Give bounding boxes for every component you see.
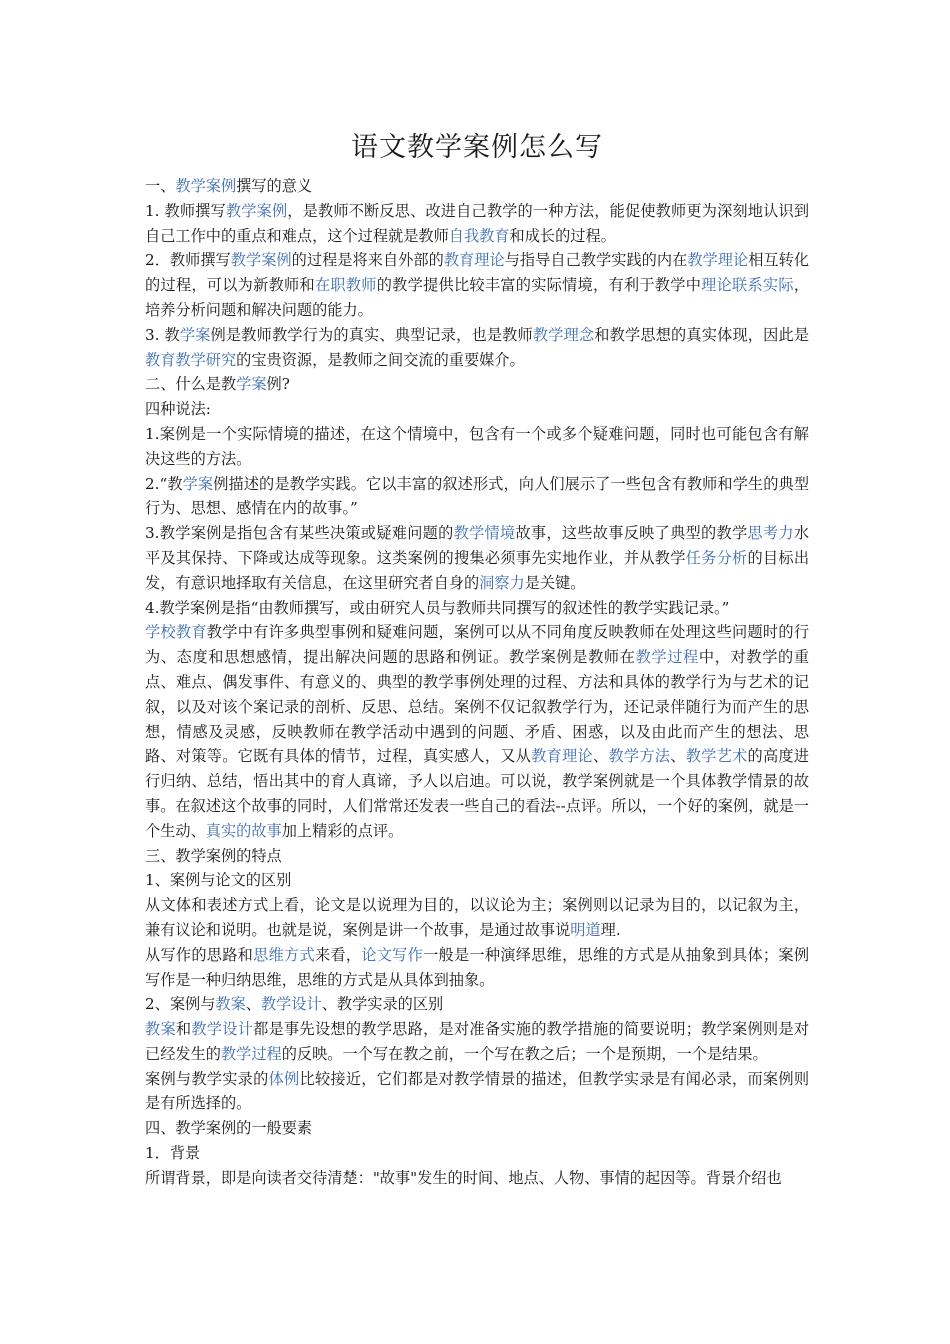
paragraph-text: 、教学实录的区别 <box>321 995 444 1014</box>
paragraph <box>145 323 809 373</box>
paragraph-text: 所谓背景，即是向读者交待清楚："故事"发生的时间、地点、人物、事情的起因等。背景介绍也 <box>145 1168 782 1187</box>
keyword-link[interactable]: 在职教师 <box>314 276 377 295</box>
paragraph-text: 二、什么是教 <box>145 375 237 394</box>
paragraph-text: 例是教师教学行为的真实、典型记录，也是教师 <box>210 325 533 344</box>
keyword-link[interactable]: 教育理论 <box>531 747 593 766</box>
paragraph-text: 1．背景 <box>145 1144 201 1163</box>
keyword-link[interactable]: 体例 <box>268 1069 300 1088</box>
paragraph <box>145 521 809 595</box>
keyword-link[interactable]: 自我教育 <box>448 226 510 245</box>
paragraph-text: 加上精彩的点评。 <box>281 821 404 840</box>
keyword-link[interactable]: 教学设计 <box>191 1020 254 1039</box>
paragraph-text: 3.教学案例是指包含有某些决策或疑难问题的 <box>145 524 454 543</box>
paragraph-text: 从写作的思路和 <box>145 945 254 964</box>
keyword-link[interactable]: 教育教学研究 <box>145 350 237 369</box>
keyword-link[interactable]: 教学设计 <box>260 995 322 1014</box>
paragraph-text: 中，对教学的重点、难点、偶发事件、有意义的、典型的教学事例处理的过程、方法和具体的教学行为与艺术的记叙，以及对该个案记录的剖析、反思、总结。案例不仅记叙教学行为，还记录伴随行为而产生的思想，情感及灵感，反映教师在教学活动中遇到的问题、矛盾、困惑，以及由此而产生的想法、思路、对策等。它既有具体的情节，过程，真实感人，又从 <box>145 648 810 766</box>
paragraph-text: 、 <box>593 747 609 766</box>
paragraph-text: ，是教师不断反思、改进自己教学的一种方法，能促使教师更为深刻地认识到自己工作中的重点和难点，这个过程就是教师 <box>145 201 810 245</box>
paragraph-text: 1. 教师撰写 <box>145 201 226 220</box>
paragraph <box>145 472 809 522</box>
paragraph-text: 撰写的意义 <box>236 177 313 195</box>
document-page <box>145 128 809 1191</box>
paragraph-text: 水平及其保持、下降或达成等现象。这类案例的搜集必须事先实地作业，并从教学 <box>145 524 810 567</box>
paragraph-text: 理. <box>600 920 621 939</box>
keyword-link[interactable]: 教学情境 <box>453 524 516 543</box>
paragraph <box>145 596 809 621</box>
keyword-link[interactable]: 论文写作 <box>361 945 424 964</box>
paragraph <box>145 943 809 993</box>
keyword-link[interactable]: 教案 <box>145 1020 176 1039</box>
paragraph-text: 故事，这些故事反映了典型的教学 <box>515 524 748 543</box>
keyword-link[interactable]: 洞察力 <box>479 573 525 592</box>
paragraph-text: 、 <box>670 747 686 766</box>
paragraph-text: 一般是一种演绎思维，思维的方式是从抽象到具体；案例写作是一种归纳思维，思维的方式是从具体到抽象。 <box>145 945 810 989</box>
paragraph <box>145 397 809 422</box>
paragraph-text: 1.案例是一个实际情境的描述，在这个情境中，包含有一个或多个疑难问题，同时也可能包含有解决这些的方法。 <box>145 424 809 468</box>
paragraph-text: 3. 教 <box>145 325 180 344</box>
paragraph-text: 比较接近，它们都是对教学情景的描述，但教学实录是有闻必录，而案例则是有所选择的。 <box>145 1069 810 1113</box>
paragraph-text: 四、教学案例的一般要素 <box>145 1119 313 1138</box>
keyword-link[interactable]: 教学艺术 <box>685 747 748 766</box>
keyword-link[interactable]: 理论联系实际 <box>701 276 794 295</box>
paragraph-text: 的反映。一个写在教之前，一个写在教之后；一个是预期，一个是结果。 <box>281 1044 768 1063</box>
paragraph <box>145 199 809 249</box>
keyword-link[interactable]: 教学过程 <box>635 648 699 667</box>
paragraph <box>145 1141 809 1166</box>
keyword-link[interactable]: 教学理念 <box>532 325 595 344</box>
paragraph <box>145 174 809 199</box>
keyword-link[interactable]: 思考力 <box>747 524 794 543</box>
paragraph-text: 的高度进行归纳、总结，悟出其中的育人真谛，予人以启迪。可以说，教学案例就是一个具体教学情景的故事。在叙述这个故事的同时，人们常常还发表一些自己的看法--点评。所以，一个好的案例，就是一个生动、 <box>145 747 810 840</box>
paragraph-text: 2、案例与 <box>145 995 216 1014</box>
keyword-link[interactable]: 明道 <box>570 920 601 939</box>
keyword-link[interactable]: 教学案例 <box>175 177 237 195</box>
paragraph-text: 2.“教 <box>145 474 183 493</box>
paragraph <box>145 1166 809 1191</box>
paragraph-text: 的宝贵资源，是教师之间交流的重要媒介。 <box>236 350 525 369</box>
keyword-link[interactable]: 教学过程 <box>220 1044 282 1063</box>
paragraph-text: 都是事先设想的教学思路，是对准备实施的教学措施的简要说明；教学案例则是对已经发生的 <box>145 1020 810 1063</box>
keyword-link[interactable]: 教案 <box>215 995 246 1014</box>
paragraph <box>145 422 809 472</box>
keyword-link[interactable]: 教学理论 <box>687 251 749 270</box>
paragraph <box>145 868 809 893</box>
keyword-link[interactable]: 学案 <box>182 474 214 493</box>
paragraph <box>145 1116 809 1141</box>
paragraph <box>145 992 809 1017</box>
paragraph-text: 来看， <box>314 945 362 964</box>
paragraph <box>145 372 809 397</box>
keyword-link[interactable]: 教学案例 <box>230 251 292 270</box>
paragraph-text: 的过程是将来自外部的 <box>291 251 444 270</box>
paragraph-text: 2．教师撰写 <box>145 251 231 270</box>
paragraph-text: 和成长的过程。 <box>509 226 616 245</box>
paragraph-text: 例描述的是教学实践。它以丰富的叙述形式，向人们展示了一些包含有教师和学生的典型行为、思想、感情在内的故事。” <box>145 474 810 518</box>
page-title: 语文教学案例怎么写 <box>351 132 603 163</box>
keyword-link[interactable]: 思维方式 <box>253 945 315 964</box>
paragraph-text: 四种说法: <box>145 400 211 419</box>
paragraph-text: 的目标出发，有意识地择取有关信息，在这里研究者自身的 <box>145 548 810 592</box>
paragraph-text: 1、案例与论文的区别 <box>145 871 292 890</box>
paragraph-text: 三、教学案例的特点 <box>145 846 282 865</box>
paragraph-text: 4.教学案例是指“由教师撰写，或由研究人员与教师共同撰写的叙述性的教学实践记录。” <box>145 598 730 617</box>
paragraph-text: 相互转化的过程，可以为新教师和 <box>145 251 810 295</box>
paragraph-text: 、 <box>245 995 261 1014</box>
paragraph <box>145 1067 809 1117</box>
paragraph <box>145 844 809 869</box>
paragraph-text: 的教学提供比较丰富的实际情境，有利于教学中 <box>376 276 702 295</box>
paragraph-text: 从文体和表述方式上看，论文是以说理为目的，以议论为主；案例则以记录为目的，以记叙为主，兼有议论和说明。也就是说，案例是讲一个故事，是通过故事说 <box>145 896 809 939</box>
keyword-link[interactable]: 教育理论 <box>443 251 505 270</box>
paragraph-text: 教学中有许多典型事例和疑难问题，案例可以从不同角度反映教师在处理这些问题时的行为、态度和思想感情，提出解决问题的思路和例证。教学案例是教师在 <box>145 623 810 667</box>
paragraph <box>145 1017 809 1067</box>
paragraph-text: 例? <box>266 375 290 394</box>
paragraph <box>145 620 809 843</box>
paragraph-text: 一、 <box>145 177 176 195</box>
paragraph <box>145 893 809 943</box>
paragraph-text: 和 <box>175 1020 192 1039</box>
keyword-link[interactable]: 教学案例 <box>225 201 288 220</box>
paragraph-text: ，培养分析问题和解决问题的能力。 <box>145 276 810 319</box>
document-body <box>145 174 809 1191</box>
paragraph-text: 和教学思想的真实体现，因此是 <box>594 325 810 344</box>
paragraph-text: 是关键。 <box>524 573 586 592</box>
paragraph-text: 与指导自己教学实践的内在 <box>504 251 688 270</box>
keyword-link[interactable]: 任务分析 <box>685 548 748 567</box>
paragraph-text: 案例与教学实录的 <box>145 1069 269 1088</box>
keyword-link[interactable]: 学案 <box>236 375 267 394</box>
keyword-link[interactable]: 教学方法 <box>608 747 671 766</box>
keyword-link[interactable]: 真实的故事 <box>205 821 282 840</box>
keyword-link[interactable]: 学案 <box>179 325 211 344</box>
keyword-link[interactable]: 学校教育 <box>145 623 207 642</box>
paragraph <box>145 248 809 322</box>
